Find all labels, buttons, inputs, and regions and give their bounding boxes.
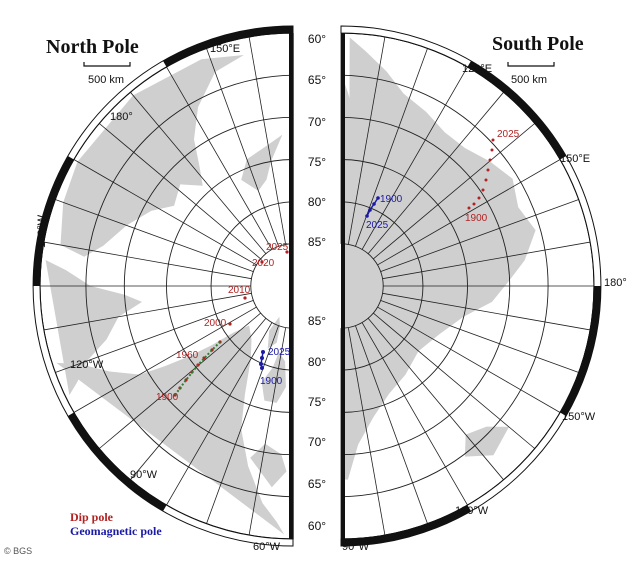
north-longitude-label: 180° (110, 111, 133, 123)
north-pole-map (33, 26, 293, 553)
latitude-label: 70° (307, 435, 327, 449)
south-meridian-line (368, 318, 504, 480)
south-dip-year-label: 2025 (497, 129, 520, 140)
north-longitude-label: 150°E (210, 43, 241, 55)
south-longitude-label: 150°E (560, 153, 591, 165)
south-border-segment (341, 505, 471, 546)
south-dip-pole-point (489, 159, 492, 162)
north-meridian-line (249, 328, 286, 536)
north-dip-year-label: 2000 (204, 318, 227, 329)
north-pole-title: North Pole (46, 36, 139, 58)
latitude-label: 65° (307, 477, 327, 491)
north-meridian-line (249, 37, 286, 245)
north-geomagnetic-track (261, 352, 263, 368)
north-geo-year-label: 2025 (268, 347, 291, 358)
south-dip-pole-point (487, 169, 490, 172)
north-latitude-line (251, 244, 293, 328)
south-dip-pole-point (492, 139, 495, 142)
south-longitude-label: 150°W (562, 411, 596, 423)
south-scale-label: 500 km (511, 74, 548, 86)
south-dip-pole-point (478, 197, 481, 200)
north-landmass (241, 135, 282, 191)
north-scale-bar (84, 62, 130, 66)
north-longitude-label: 120°W (70, 359, 104, 371)
north-edge-bar (289, 33, 293, 539)
latitude-label: 70° (307, 115, 327, 129)
south-geo-year-label: 1900 (380, 194, 403, 205)
north-scale-label: 500 km (88, 74, 125, 86)
south-border-segment (560, 286, 601, 416)
south-scale-bar (508, 62, 554, 66)
north-dip-year-label: 2020 (252, 258, 275, 269)
south-longitude-label: 120°E (462, 63, 493, 75)
latitude-labels (308, 32, 326, 533)
south-geo-year-label: 2025 (366, 220, 389, 231)
north-dip-year-label: 1960 (176, 350, 199, 361)
north-dip-year-label: 1900 (156, 392, 179, 403)
south-dip-pole-point (485, 179, 488, 182)
south-pole-map (341, 26, 627, 553)
north-geo-year-label: 1900 (260, 376, 283, 387)
south-dip-pole-point (491, 149, 494, 152)
south-dip-pole-point (473, 203, 476, 206)
latitude-label: 65° (307, 73, 327, 87)
south-dip-pole-point (482, 189, 485, 192)
north-dip-year-label: 2010 (228, 285, 251, 296)
north-dip-year-label: 2025 (266, 242, 289, 253)
legend-dip-pole: Dip pole (70, 510, 114, 524)
latitude-label: 80° (307, 195, 327, 209)
north-longitude-label: 150°W (36, 214, 48, 248)
south-dip-pole-point (468, 207, 471, 210)
south-longitude-label: 90°W (342, 541, 370, 553)
south-longitude-label: 180° (604, 277, 627, 289)
latitude-label: 75° (307, 155, 327, 169)
north-longitude-label: 60°W (253, 541, 281, 553)
north-dip-pole-point (228, 322, 231, 325)
south-longitude-label: 120°W (455, 505, 489, 517)
latitude-label: 85° (307, 314, 327, 328)
north-longitude-label: 90°W (130, 469, 158, 481)
south-edge-bar (341, 33, 345, 539)
legend-geomagnetic-pole: Geomagnetic pole (70, 524, 162, 538)
latitude-label: 80° (307, 355, 327, 369)
credit-text: © BGS (4, 546, 33, 556)
latitude-label: 60° (307, 32, 327, 46)
latitude-label: 75° (307, 395, 327, 409)
north-dip-pole-point (243, 296, 246, 299)
south-dip-year-label: 1900 (465, 213, 488, 224)
latitude-label: 85° (307, 235, 327, 249)
south-pole-title: South Pole (492, 33, 584, 55)
latitude-label: 60° (307, 519, 327, 533)
